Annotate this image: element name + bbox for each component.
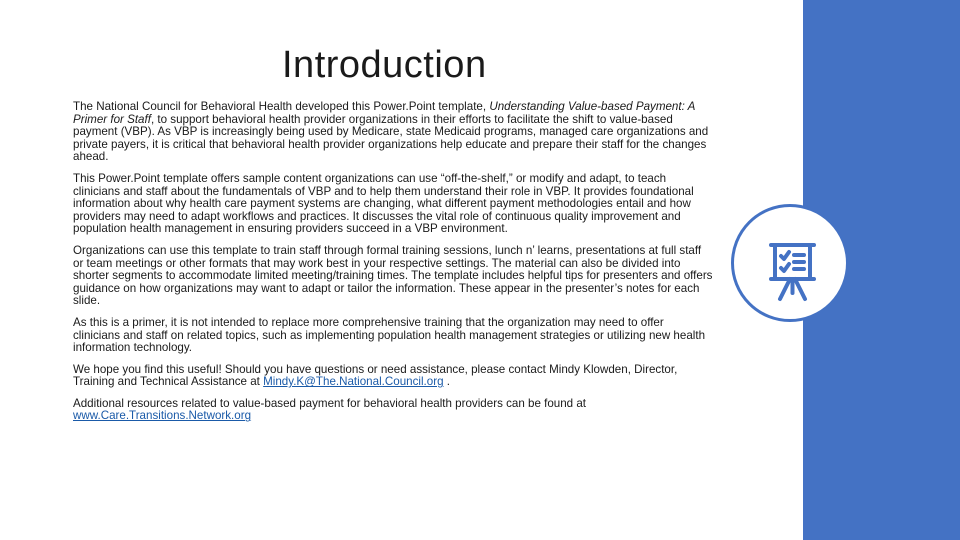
template-title-italic: Understanding Value-based Payment: A Primer for Staff: [73, 100, 695, 126]
slide-title: Introduction: [282, 44, 487, 86]
slide-body: [73, 101, 713, 432]
icon-circle: [731, 204, 849, 322]
paragraph-intro-post: , to support behavioral health provider organizations in their efforts to facilitate the shift to value-based payment (VBP). As VBP is increasingly being used by Medicare, state Medicaid programs, managed care organizations and private payers, it is critical that behavioral health provider organizations help educate and prepare their staff for the changes ahead.: [73, 112, 709, 164]
paragraph-template-content: This Power.Point template offers sample content organizations can use “off-the-shelf,” or modify and adapt, to teach clinicians and staff about the fundamentals of VBP and to help them understand their role in VBP. It provides foundational information about why health care payment systems are changing, what different payment methodologies entail and how providers may need to adapt workflows and practices. It discusses the vital role of continuous quality improvement and population health management in ensuring providers succeed in a VBP environment.: [73, 171, 694, 236]
contact-email-link[interactable]: Mindy.K@The.National.Council.org: [263, 375, 444, 389]
paragraph-usage: Organizations can use this template to train staff through formal training sessions, lunch n’ learns, presentations at full staff or team meetings or other formats that may work best in your respective settings. The material can also be divided into shorter segments to accommodate limited meeting/training times. The template includes helpful tips for presenters and offers guidance on how organizations may want to adapt or tailor the information. These appear in the presenter’s notes for each slide.: [73, 243, 713, 308]
paragraph-resources: [73, 398, 713, 423]
paragraph-resources-pre: Additional resources related to value-based payment for behavioral health providers can be found at: [73, 396, 587, 410]
paragraph-contact-post: .: [443, 375, 450, 389]
paragraph-intro: [73, 101, 713, 164]
resources-website-link[interactable]: www.Care.Transitions.Network.org: [73, 409, 252, 423]
paragraph-contact: [73, 364, 713, 389]
paragraph-contact-pre: We hope you find this useful! Should you have questions or need assistance, please contact Mindy Klowden, Director, Training and Technical Assistance at: [73, 362, 678, 389]
paragraph-primer-note: As this is a primer, it is not intended to replace more comprehensive training that the organization may need to offer clinicians and staff on related topics, such as implementing population health management strategies or utilizing new health information technology.: [73, 315, 706, 355]
presentation-board-checklist-icon: [734, 207, 846, 319]
paragraph-intro-pre: The National Council for Behavioral Health developed this Power.Point template,: [73, 100, 490, 113]
